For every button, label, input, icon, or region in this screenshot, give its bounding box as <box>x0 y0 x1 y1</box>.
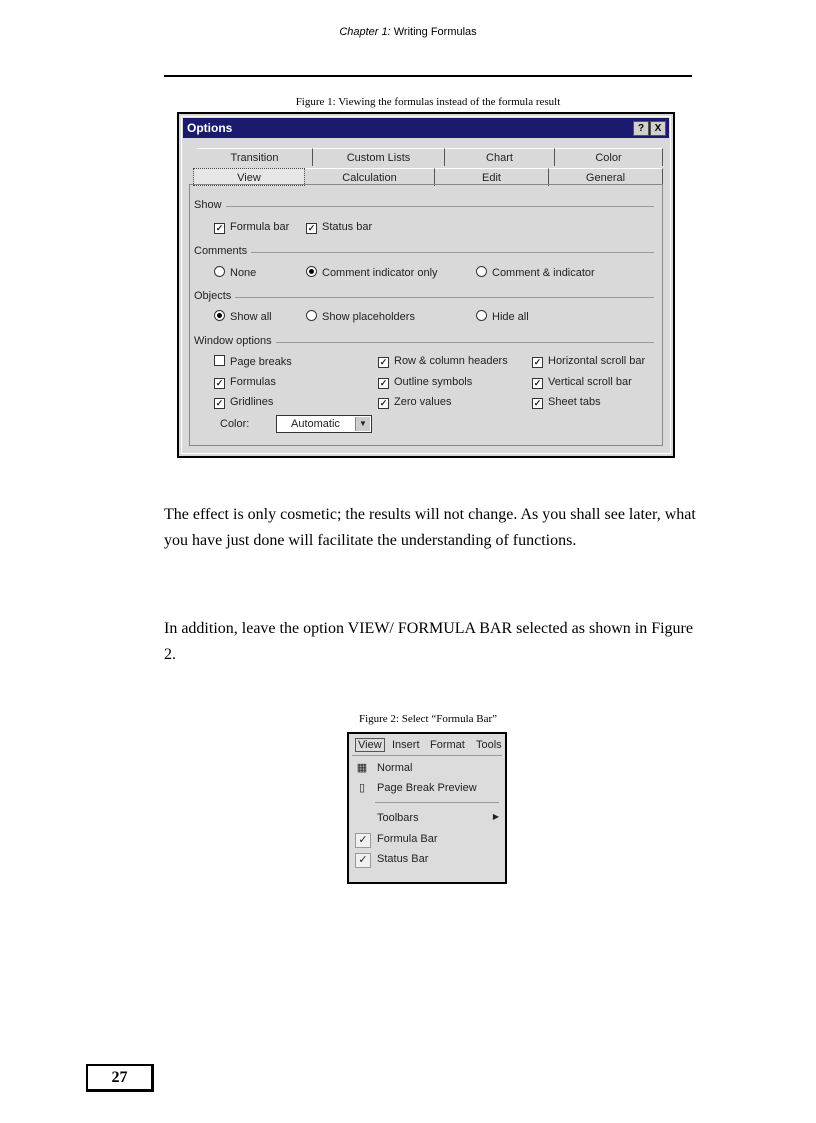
color-select[interactable] <box>276 415 372 433</box>
checkbox-icon: ✓ <box>215 398 224 408</box>
radio-icon <box>476 310 487 321</box>
checkbox-icon <box>214 355 225 366</box>
checkbox-icon: ✓ <box>533 378 542 388</box>
page-number: 27 <box>86 1064 154 1092</box>
checkbox-icon: ✓ <box>307 223 316 233</box>
view-panel <box>189 184 663 446</box>
page-breaks-checkbox[interactable]: Page breaks <box>214 355 292 368</box>
radio-selected-icon <box>214 310 225 321</box>
color-label: Color: <box>220 418 250 430</box>
checkbox-icon: ✓ <box>379 378 388 388</box>
check-icon: ✓ <box>355 833 371 848</box>
menu-bar <box>352 737 502 756</box>
menu-item-status-bar[interactable]: Status Bar <box>377 853 429 865</box>
comment-and-indicator-radio[interactable]: Comment & indicator <box>476 266 595 279</box>
dialog-title-bar <box>183 118 669 138</box>
tab-color[interactable]: Color <box>555 148 663 166</box>
tab-view[interactable]: View <box>193 168 305 186</box>
radio-icon <box>214 266 225 277</box>
page-break-preview-icon: ▯ <box>358 782 366 794</box>
radio-selected-icon <box>306 266 317 277</box>
hide-all-radio[interactable]: Hide all <box>476 310 529 323</box>
vertical-scroll-bar-checkbox[interactable]: ✓ Vertical scroll bar <box>533 376 632 388</box>
gridlines-checkbox[interactable]: ✓ Gridlines <box>215 396 274 408</box>
figure2-caption: Figure 2: Select “Formula Bar” <box>358 713 498 725</box>
group-window-options: Window options <box>194 335 654 345</box>
status-bar-checkbox[interactable]: ✓ Status bar <box>307 221 373 233</box>
tab-chart[interactable]: Chart <box>445 148 555 166</box>
tab-edit[interactable]: Edit <box>435 168 549 186</box>
menu-view[interactable]: View <box>355 738 385 752</box>
menu-item-page-break-preview[interactable]: Page Break Preview <box>377 782 477 794</box>
outline-symbols-checkbox[interactable]: ✓ Outline symbols <box>379 376 473 388</box>
view-menu <box>347 732 507 884</box>
group-objects: Objects <box>194 290 654 300</box>
checkbox-icon: ✓ <box>215 223 224 233</box>
tab-calculation[interactable]: Calculation <box>305 168 435 186</box>
running-header <box>0 26 816 38</box>
header-rule <box>164 75 692 77</box>
close-button[interactable]: X <box>650 121 666 136</box>
checkbox-icon: ✓ <box>215 378 224 388</box>
checkbox-icon: ✓ <box>379 357 388 367</box>
dialog-title: Options <box>187 121 233 135</box>
checkbox-icon: ✓ <box>533 398 542 408</box>
dropdown-arrow-icon[interactable]: ▼ <box>355 417 370 431</box>
options-dialog <box>177 112 675 458</box>
menu-item-toolbars[interactable]: Toolbars <box>377 812 419 824</box>
radio-icon <box>306 310 317 321</box>
horizontal-scroll-bar-checkbox[interactable]: ✓ Horizontal scroll bar <box>533 355 646 367</box>
menu-tools[interactable]: Tools <box>476 739 502 751</box>
menu-separator <box>375 802 499 803</box>
check-icon: ✓ <box>355 853 371 868</box>
figure1-caption: Figure 1: Viewing the formulas instead of the formula result <box>295 96 561 108</box>
chapter-label: Chapter 1: <box>339 26 391 38</box>
paragraph-2: In addition, leave the option VIEW/ FORMULA BAR selected as shown in Figure 2. <box>164 620 693 663</box>
comment-indicator-only-radio[interactable]: Comment indicator only <box>306 266 438 279</box>
menu-format[interactable]: Format <box>430 739 465 751</box>
menu-item-normal[interactable]: Normal <box>377 762 413 774</box>
formulas-checkbox[interactable]: ✓ Formulas <box>215 376 276 388</box>
chapter-title: Writing Formulas <box>390 26 477 38</box>
paragraph-1: The effect is only cosmetic; the results will not change. As you shall see later, what you have just done will facilitate the understanding of functions. <box>164 506 696 549</box>
checkbox-icon: ✓ <box>379 398 388 408</box>
submenu-arrow-icon: ▶ <box>492 812 499 821</box>
show-all-radio[interactable]: Show all <box>214 310 272 323</box>
tab-general[interactable]: General <box>549 168 663 186</box>
menu-insert[interactable]: Insert <box>392 739 420 751</box>
formula-bar-checkbox[interactable]: ✓ Formula bar <box>215 221 290 233</box>
tab-transition[interactable]: Transition <box>197 148 313 166</box>
row-column-headers-checkbox[interactable]: ✓ Row & column headers <box>379 355 508 367</box>
radio-icon <box>476 266 487 277</box>
show-placeholders-radio[interactable]: Show placeholders <box>306 310 415 323</box>
tab-custom-lists[interactable]: Custom Lists <box>313 148 445 166</box>
sheet-tabs-checkbox[interactable]: ✓ Sheet tabs <box>533 396 601 408</box>
comments-none-radio[interactable]: None <box>214 266 256 279</box>
checkbox-icon: ✓ <box>533 357 542 367</box>
group-show: Show <box>194 199 654 209</box>
normal-view-icon: ▦ <box>356 762 368 774</box>
zero-values-checkbox[interactable]: ✓ Zero values <box>379 396 452 408</box>
menu-item-formula-bar[interactable]: Formula Bar <box>377 833 438 845</box>
color-select-value: Automatic <box>291 418 340 430</box>
group-comments: Comments <box>194 245 654 255</box>
help-button[interactable]: ? <box>633 121 649 136</box>
